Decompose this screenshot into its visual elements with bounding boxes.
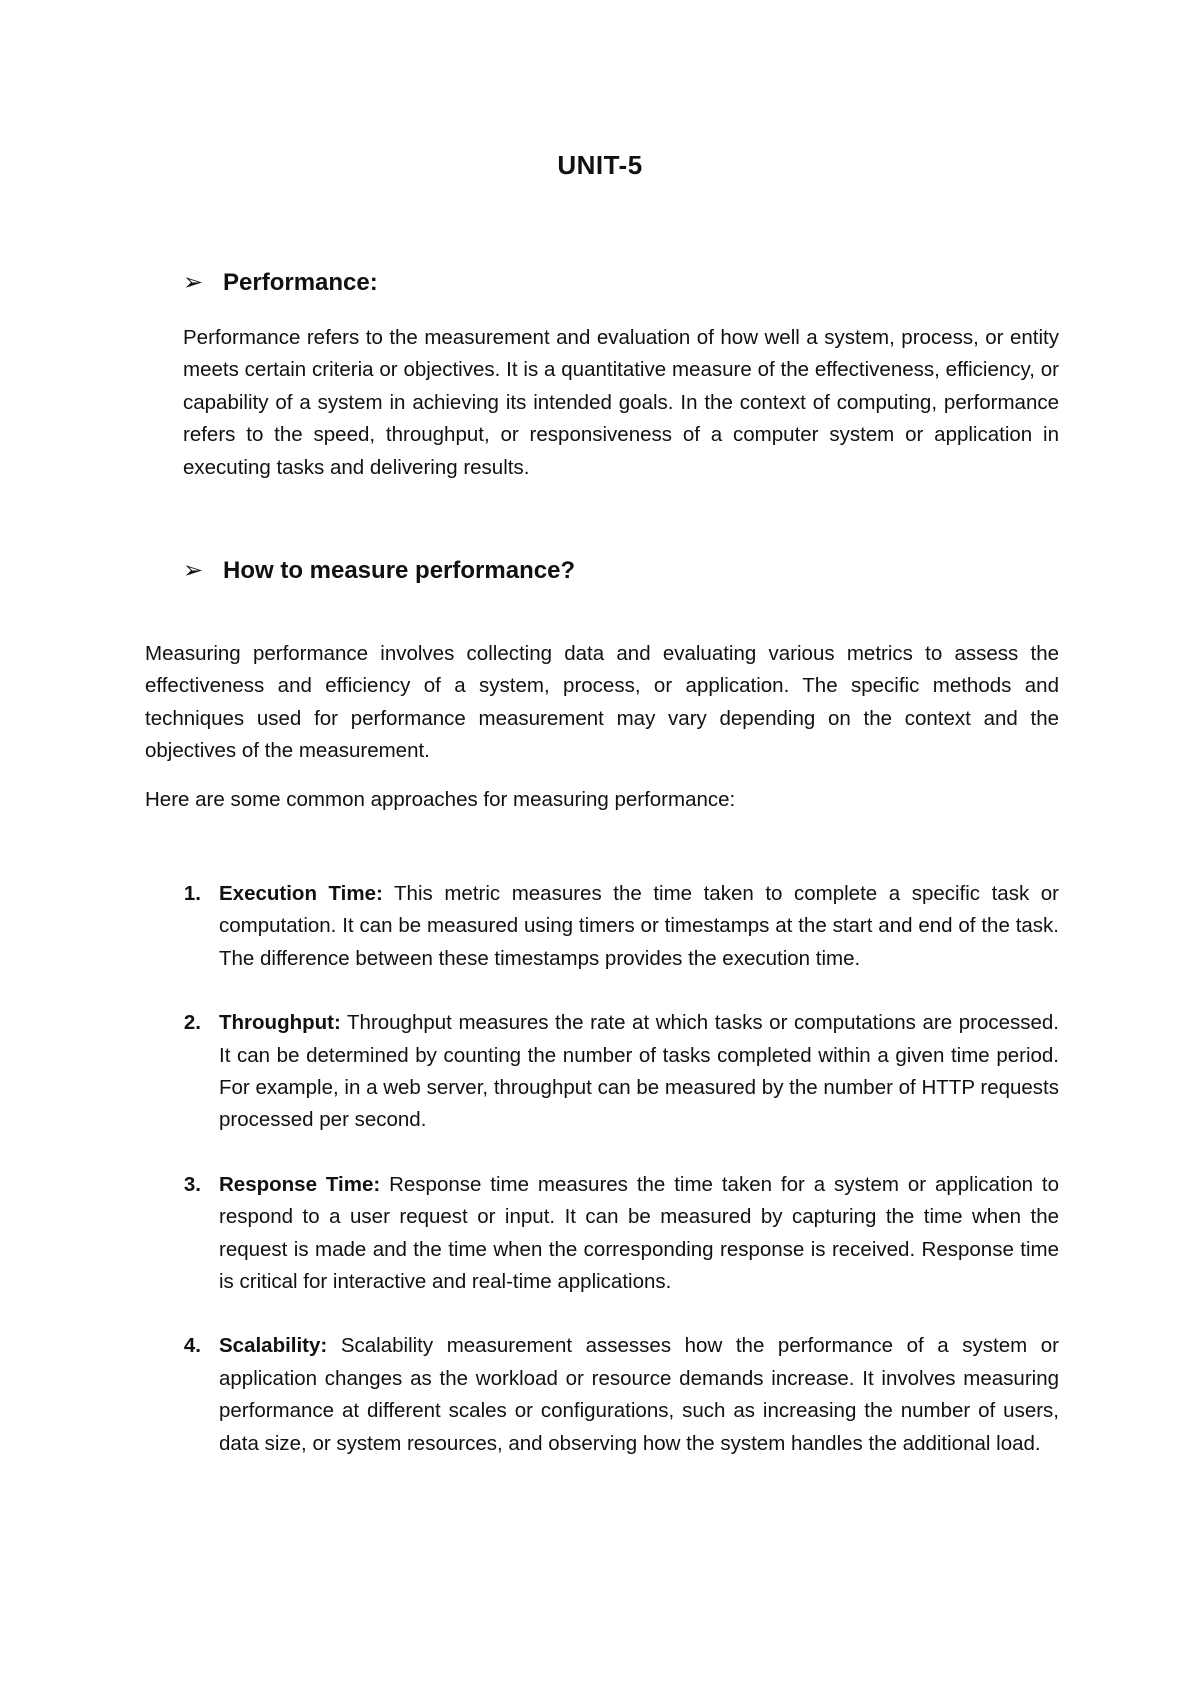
list-item <box>145 1169 1059 1299</box>
list-item-body <box>219 1007 1059 1137</box>
list-item-term: Scalability: <box>219 1334 328 1358</box>
list-item-term: Execution Time: <box>219 882 383 905</box>
approaches-list <box>145 878 1059 1492</box>
section-heading-how-to-measure <box>183 556 575 585</box>
list-item-term: Response Time: <box>219 1172 381 1196</box>
performance-definition-paragraph: Performance refers to the measurement and evaluation of how well a system, process, or entity meets certain criteria or objectives. It is a quantitative measure of the effectiveness, efficiency, or capability of a system in achieving its intended goals. In the context of computing, performance refers to the speed, throughput, or responsiveness of a computer system or application in executing tasks and delivering results. <box>183 326 1059 479</box>
measure-intro-paragraph: Measuring performance involves collecting data and evaluating various metrics to assess the effectiveness and efficiency of a system, process, or application. The specific methods and techniques used for performance measurement may vary depending on the context and the objectives of the measurement. <box>145 642 1059 763</box>
list-item-term: Throughput: <box>219 1011 341 1035</box>
list-item <box>145 1007 1059 1137</box>
list-item-number: 1. <box>183 882 201 905</box>
list-item-body <box>219 878 1059 975</box>
list-item-text: This metric measures the time taken to complete a specific task or computation. It can be measured using timers or timestamps at the start and end of the task. The difference between these timestamps provides the execution time. <box>219 882 1059 970</box>
arrow-bullet-icon: ➢ <box>183 269 204 296</box>
list-item-text: Response time measures the time taken for a system or application to respond to a user request or input. It can be measured by capturing the time when the request is made and the time when the corresponding response is received. Response time is critical for interactive and real-time applications. <box>219 1172 1059 1294</box>
list-item-number: 2. <box>183 1011 201 1035</box>
section-heading-text: Performance: <box>223 268 378 296</box>
section-heading-performance <box>183 268 378 297</box>
arrow-bullet-icon: ➢ <box>183 557 204 584</box>
list-item <box>145 878 1059 975</box>
list-item-number: 4. <box>183 1334 201 1358</box>
list-item-number: 3. <box>183 1172 201 1196</box>
list-item-text: Scalability measurement assesses how the performance of a system or application changes as the workload or resource demands increase. It involves measuring performance at different scales or configurations, such as increasing the number of users, data size, or system resources, and observing how the system handles the additional load. <box>219 1334 1059 1455</box>
section-heading-text: How to measure performance? <box>223 556 576 584</box>
list-item-text: Throughput measures the rate at which tasks or computations are processed. It can be determined by counting the number of tasks completed within a given time period. For example, in a web server, throughput can be measured by the number of HTTP requests processed per second. <box>219 1011 1059 1132</box>
page-title: UNIT-5 <box>557 150 643 180</box>
approaches-intro-paragraph: Here are some common approaches for measuring performance: <box>145 788 736 811</box>
list-item <box>145 1330 1059 1460</box>
list-item-body <box>219 1330 1059 1460</box>
list-item-body <box>219 1169 1059 1299</box>
